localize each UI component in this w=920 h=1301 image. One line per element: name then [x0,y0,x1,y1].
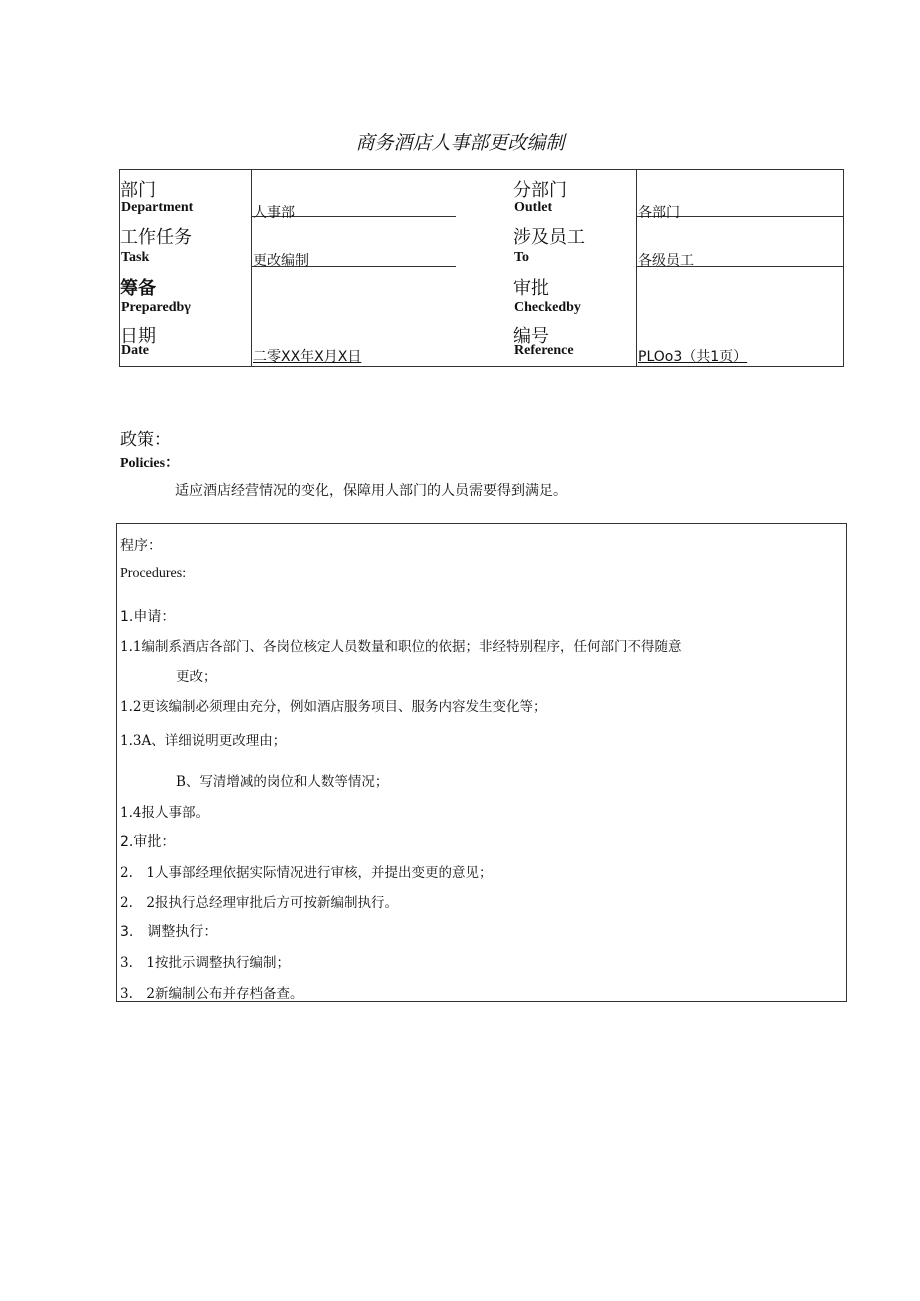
checked-label-cn: 审批 [513,278,549,299]
date-label-cn: 日期 [120,326,156,347]
header-table [119,169,844,367]
reference-value: PLOo3（共1页） [638,349,748,365]
reference-label-cn: 编号 [513,326,549,347]
to-value: 各级员工 [638,253,694,269]
procedure-step: 1.3A、详细说明更改理由； [120,733,287,749]
column-divider [251,170,252,366]
procedure-step: 3. 1按批示调整执行编制； [120,955,290,971]
procedure-step: 1.申请： [120,609,176,625]
procedure-step: 3. 2新编制公布并存档备查。 [120,986,304,1002]
procedures-heading-en: Procedures: [120,566,187,581]
outlet-value: 各部门 [638,205,680,221]
prepared-label-cn: 筹备 [120,278,156,299]
procedure-step: 3. 调整执行： [120,924,218,940]
to-label-en: To [514,250,530,265]
procedure-step: 2.审批： [120,834,176,850]
date-value: 二零XX年X月X日 [253,349,362,365]
prepared-label-en: Preparedbγ [121,300,191,315]
procedure-step: 2. 1人事部经理依据实际情况进行审核，并提出变更的意见； [120,865,493,881]
document-title: 商务酒店人事部更改编制 [355,132,565,154]
task-label-en: Task [121,250,150,265]
procedure-step: 1.2更该编制必须理由充分，例如酒店服务项目、服务内容发生变化等； [120,699,547,715]
outlet-label-cn: 分部门 [513,180,567,201]
department-label-en: Department [121,200,194,215]
to-label-cn: 涉及员工 [513,227,585,248]
procedure-step: 更改； [176,669,217,685]
procedure-step: 2. 2报执行总经理审批后方可按新编制执行。 [120,895,398,911]
checked-label-en: Checkedby [514,300,581,315]
procedure-step: 1.4报人事部。 [120,805,209,821]
procedure-step: B、写清增减的岗位和人数等情况； [176,774,389,790]
column-divider [636,170,637,366]
reference-label-en: Reference [514,343,574,358]
procedure-step: 1.1编制系酒店各部门、各岗位核定人员数量和职位的依据；非经特别程序，任何部门不得随意 [120,639,682,655]
policies-text: 适应酒店经营情况的变化，保障用人部门的人员需要得到满足。 [175,483,567,499]
procedures-box [116,523,847,1002]
date-label-en: Date [121,343,149,358]
policies-heading-cn: 政策： [120,430,171,450]
outlet-label-en: Outlet [514,200,553,215]
procedures-heading-cn: 程序： [120,538,162,554]
task-label-cn: 工作任务 [120,227,192,248]
department-label-cn: 部门 [120,180,156,201]
policies-heading-en: Policies： [120,456,180,471]
task-value: 更改编制 [253,253,309,269]
department-value: 人事部 [253,205,295,221]
